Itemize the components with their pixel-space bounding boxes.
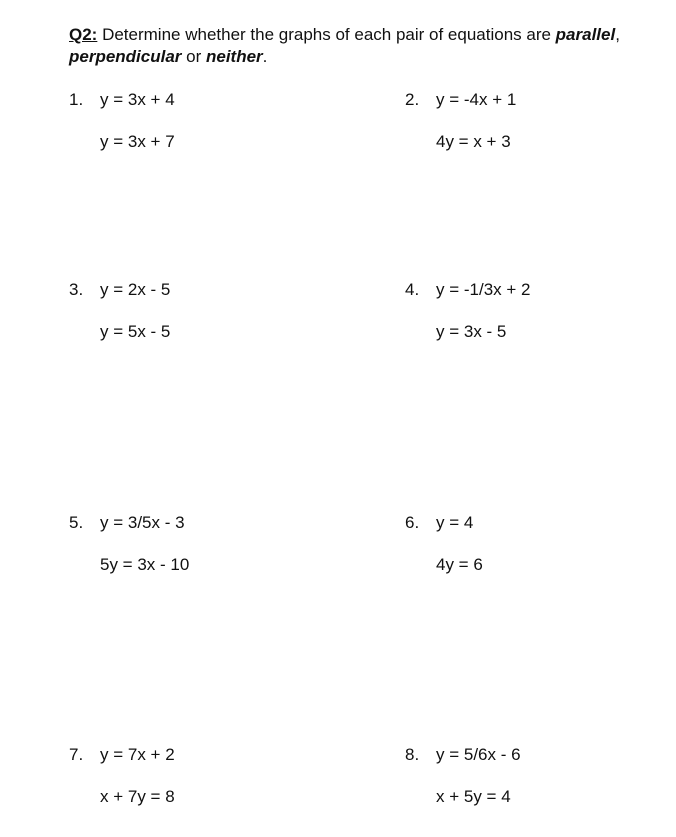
equation-first: y = 7x + 2 — [100, 745, 175, 764]
equation-second: y = 3x - 5 — [436, 322, 507, 341]
keyword-perpendicular: perpendicular — [69, 47, 182, 66]
equation-second: y = 5x - 5 — [100, 322, 171, 341]
question-label: Q2: — [69, 25, 98, 44]
equation-first: y = 5/6x - 6 — [436, 745, 521, 764]
instruction-comma: , — [615, 25, 620, 44]
equation-first: y = -1/3x + 2 — [436, 280, 531, 299]
instruction-period: . — [262, 47, 268, 66]
equation-second: x + 5y = 4 — [436, 787, 511, 806]
instruction-text: Determine whether the graphs of each pair of equations are — [97, 25, 556, 44]
question-instructions — [69, 24, 669, 68]
problem-number: 5. — [69, 513, 84, 532]
problem-number: 8. — [405, 745, 420, 764]
equation-second: y = 3x + 7 — [100, 132, 175, 151]
problem-number: 2. — [405, 90, 420, 109]
equation-first: y = 2x - 5 — [100, 280, 171, 299]
equation-second: x + 7y = 8 — [100, 787, 175, 806]
problem-number: 1. — [69, 90, 84, 109]
keyword-neither: neither — [205, 47, 263, 66]
keyword-parallel: parallel — [555, 25, 616, 44]
equation-first: y = 3/5x - 3 — [100, 513, 185, 532]
equation-first: y = -4x + 1 — [436, 90, 517, 109]
problem-number: 6. — [405, 513, 420, 532]
equation-second: 5y = 3x - 10 — [100, 555, 190, 574]
problem-number: 3. — [69, 280, 84, 299]
equation-second: 4y = x + 3 — [436, 132, 511, 151]
equation-first: y = 4 — [436, 513, 474, 532]
equation-second: 4y = 6 — [436, 555, 483, 574]
problem-number: 7. — [69, 745, 84, 764]
equation-first: y = 3x + 4 — [100, 90, 175, 109]
problem-number: 4. — [405, 280, 420, 299]
instruction-or: or — [181, 47, 206, 66]
